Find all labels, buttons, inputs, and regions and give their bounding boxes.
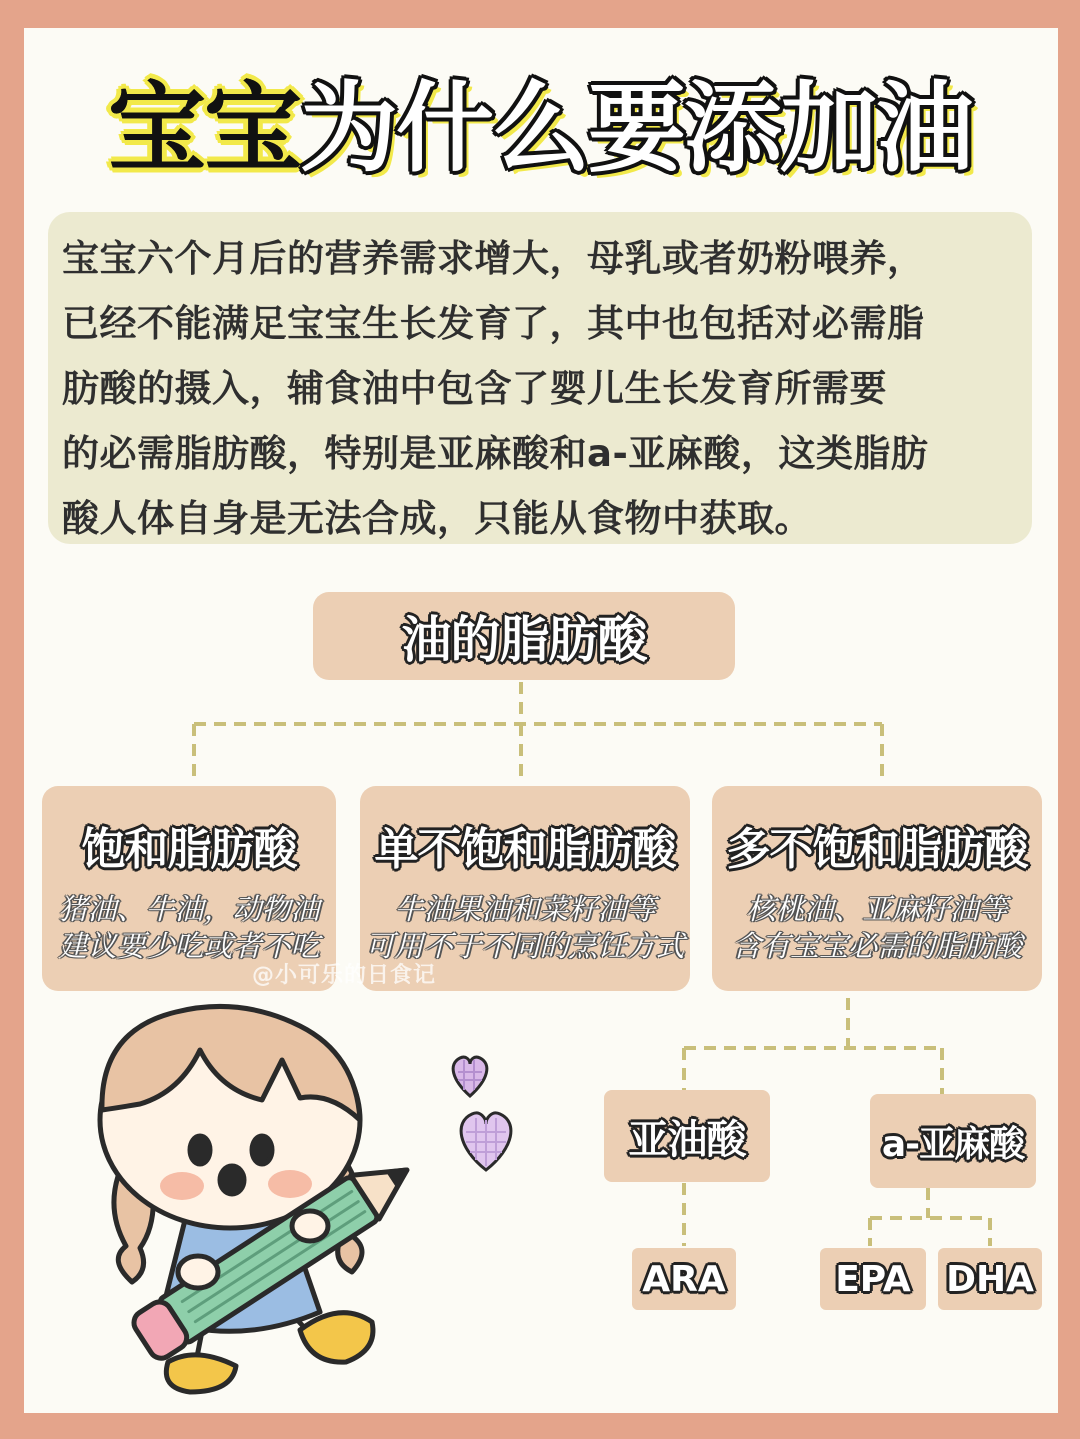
- intro-line: 宝宝六个月后的营养需求增大，母乳或者奶粉喂养，: [62, 237, 925, 280]
- title-part-2: 为什么要添加油: [300, 71, 973, 186]
- root-node-label: 油的脂肪酸: [401, 611, 647, 669]
- category-description-line: 建议要少吃或者不吃: [58, 928, 320, 963]
- category-description-line: 含有宝宝必需的脂肪酸: [731, 928, 1022, 963]
- leaf-node-label: EPA: [835, 1258, 911, 1300]
- sub-node-alpha-linolenic: [870, 1094, 1036, 1188]
- category-description: [732, 891, 1022, 965]
- category-description: [365, 891, 684, 965]
- category-description: [58, 891, 319, 965]
- sub-node-label: a-亚麻酸: [881, 1123, 1025, 1165]
- sub-node-linoleic: [604, 1090, 770, 1182]
- intro-line: 酸人体自身是无法合成，只能从食物中获取。: [62, 497, 812, 540]
- category-label: 单不饱和脂肪酸: [374, 823, 676, 875]
- leaf-node-label: DHA: [946, 1258, 1034, 1300]
- leaf-node-label: ARA: [642, 1258, 726, 1300]
- category-description-line: 牛油果油和菜籽油等: [394, 891, 656, 926]
- leaf-node-epa: [820, 1248, 926, 1310]
- sub-node-label: 亚油酸: [628, 1116, 746, 1163]
- category-polyunsaturated: [712, 786, 1042, 991]
- heart-icon: [461, 1113, 511, 1170]
- girl-illustration: [100, 1006, 421, 1392]
- category-description-line: 核桃油、亚麻籽油等: [746, 891, 1008, 926]
- heart-icon: [453, 1057, 487, 1096]
- category-description-line: 可用不于不同的烹饪方式: [365, 928, 685, 963]
- watermark: @小可乐的日食记: [252, 963, 437, 988]
- intro-line: 已经不能满足宝宝生长发育了，其中也包括对必需脂: [62, 302, 925, 345]
- root-node: [313, 592, 735, 680]
- title-part-1: 宝宝: [107, 71, 300, 186]
- leaf-node-dha: [938, 1248, 1042, 1310]
- category-label: 饱和脂肪酸: [81, 823, 297, 875]
- category-label: 多不饱和脂肪酸: [726, 823, 1028, 875]
- category-description-line: 猪油、牛油，动物油: [58, 891, 320, 926]
- leaf-node-ara: [632, 1248, 736, 1310]
- intro-line: 肪酸的摄入，辅食油中包含了婴儿生长发育所需要: [62, 367, 887, 410]
- intro-line: 的必需脂肪酸，特别是亚麻酸和a-亚麻酸，这类脂肪: [62, 432, 929, 475]
